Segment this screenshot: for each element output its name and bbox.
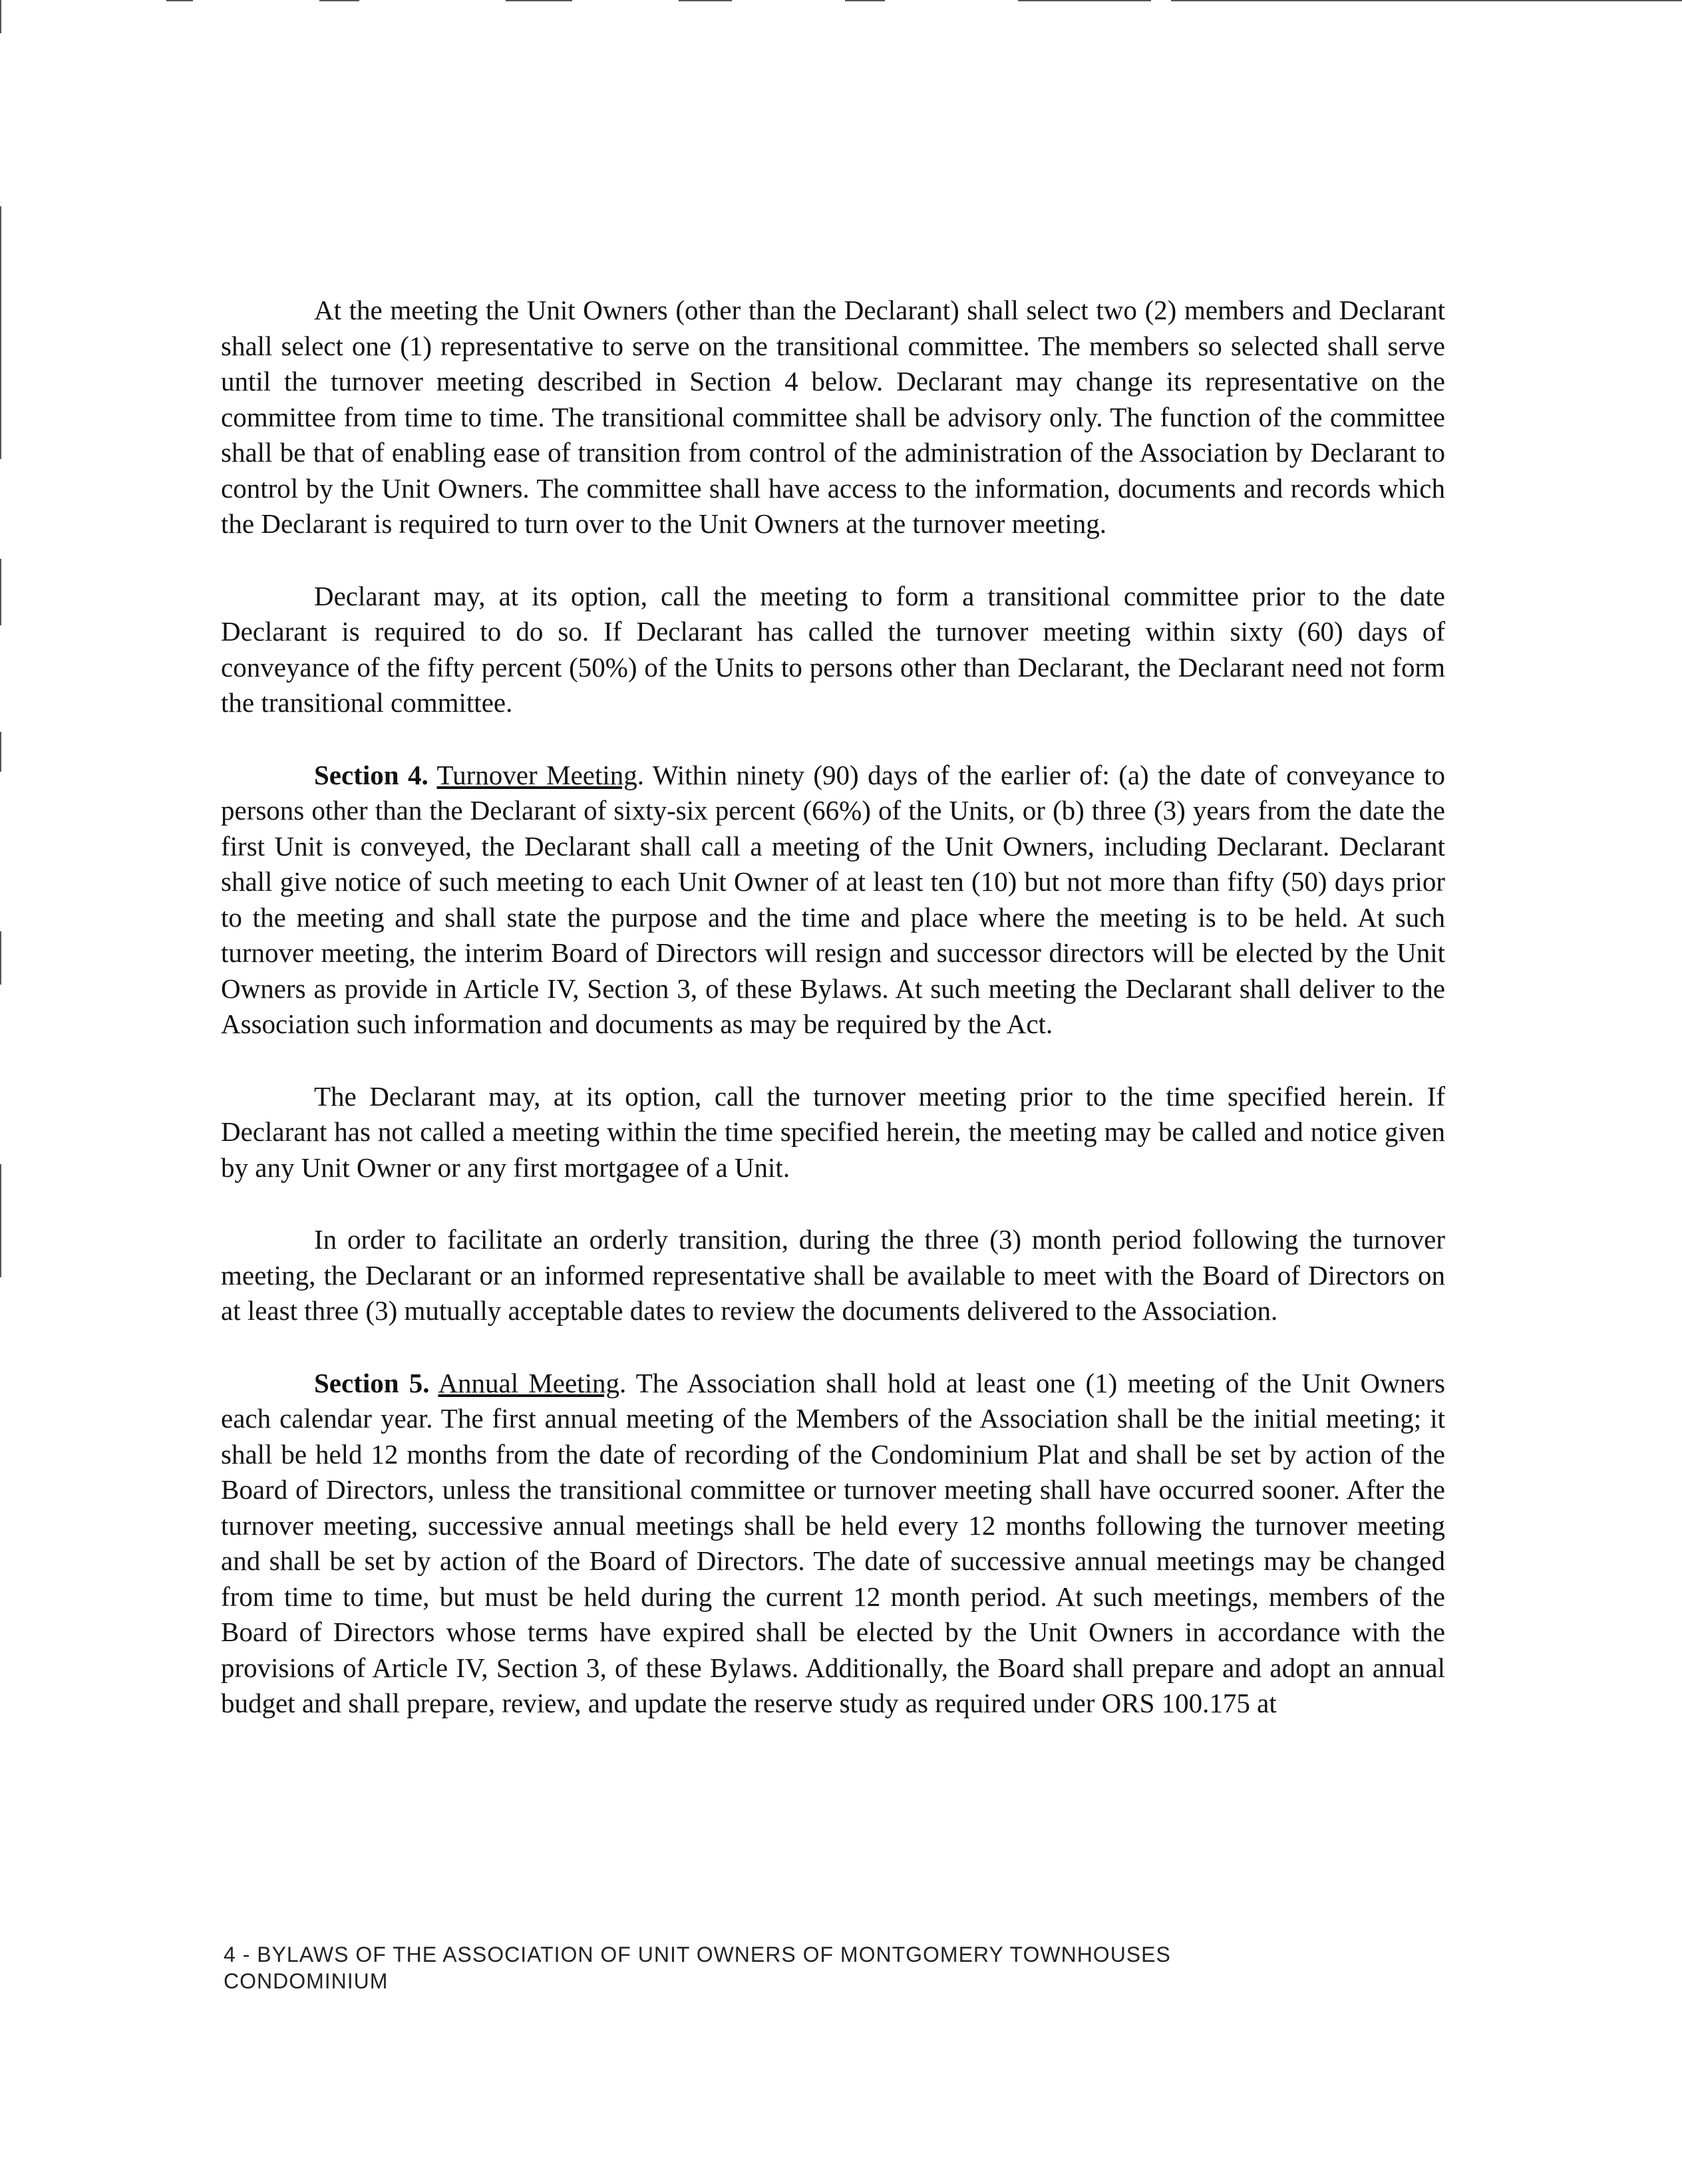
paragraph-text: . Within ninety (90) days of the earlier of: (a) the date of conveyance to persons other than the Declarant of sixty-six percent (66%) of the Units, or (b) three (3) years from the date the first Unit is conveyed, the Declarant shall call a meeting of the Unit Owners, including Declarant. Declarant shall give notice of such meeting to each Unit Owner of at least ten (10) but not more than fifty (50) days prior to the meeting and shall state the purpose and the time and place where the meeting is to be held. At such turnover meeting, the interim Board of Directors will resign and successor directors will be elected by the Unit Owners as provide in Article IV, Section 3, of these Bylaws. At such meeting the Declarant shall deliver to the Association such information and documents as may be required by the Act. <box>221 759 1446 1039</box>
scan-artifact <box>845 0 885 1</box>
paragraph-transitional-committee <box>221 293 1445 542</box>
scan-artifact <box>0 206 1 459</box>
section-4-turnover-meeting <box>221 758 1445 1042</box>
scan-artifact <box>319 0 359 1</box>
section-number: Section 4. <box>314 759 428 790</box>
paragraph-orderly-transition <box>221 1222 1445 1329</box>
paragraph-text: Declarant may, at its option, call the meeting to form a transitional committee prior to the date Declarant is required to do so. If Declarant has called the turnover meeting within sixty (60) days of conveyance of the fifty percent (50%) of the Units to persons other than Declarant, the Declarant need not form the transitional committee. <box>221 580 1445 718</box>
paragraph-text: . The Association shall hold at least one (1) meeting of the Unit Owners each calendar year. The first annual meeting of the Members of the Association shall be the initial meeting; it shall be held 12 months from the date of recording of the Condominium Plat and shall be set by action of the Board of Directors, unless the transitional committee or turnover meeting shall have occurred sooner. After the turnover meeting, successive annual meetings shall be held every 12 months following the turnover meeting and shall be set by action of the Board of Directors. The date of successive annual meetings may be changed from time to time, but must be held during the current 12 month period. At such meetings, members of the Board of Directors whose terms have expired shall be elected by the Unit Owners in accordance with the provisions of Article IV, Section 3, of these Bylaws. Additionally, the Board shall prepare and adopt an annual budget and shall prepare, review, and update the reserve study as required under ORS 100.175 at <box>221 1367 1445 1718</box>
scan-artifact <box>1171 0 1682 1</box>
scan-artifact <box>0 732 1 772</box>
scan-artifact <box>506 0 572 1</box>
footer-line: 4 - BYLAWS OF THE ASSOCIATION OF UNIT OWNERS OF MONTGOMERY TOWNHOUSES <box>224 1943 1171 1966</box>
scan-artifact <box>0 931 1 985</box>
scan-artifact <box>0 1164 1 1277</box>
paragraph-turnover-option <box>221 1079 1445 1186</box>
scan-artifact <box>679 0 732 1</box>
section-title: Turnover Meeting <box>436 759 637 790</box>
scan-artifact <box>1018 0 1151 1</box>
paragraph-text: The Declarant may, at its option, call the turnover meeting prior to the time specified herein. If Declarant has not called a meeting within the time specified herein, the meeting may be called and notice given by any Unit Owner or any first mortgagee of a Unit. <box>221 1080 1445 1183</box>
section-5-annual-meeting <box>221 1366 1445 1722</box>
section-title: Annual Meeting <box>438 1367 619 1398</box>
document-body <box>221 293 1445 1758</box>
page-footer <box>224 1941 1421 1994</box>
paragraph-declarant-option <box>221 579 1445 721</box>
paragraph-text: In order to facilitate an orderly transition, during the three (3) month period following the turnover meeting, the Declarant or an informed representative shall be available to meet with the Board of Directors on at least three (3) mutually acceptable dates to review the documents delivered to the Association. <box>221 1224 1445 1326</box>
section-number: Section 5. <box>314 1367 430 1398</box>
scan-artifact <box>0 559 1 625</box>
paragraph-text: At the meeting the Unit Owners (other than the Declarant) shall select two (2) members and Declarant shall select one (1) representative to serve on the transitional committee. The members so selected shall serve until the turnover meeting described in Section 4 below. Declarant may change its representative on the committee from time to time. The transitional committee shall be advisory only. The function of the committee shall be that of enabling ease of transition from control of the administration of the Association by Declarant to control by the Unit Owners. The committee shall have access to the information, documents and records which the Declarant is required to turn over to the Unit Owners at the turnover meeting. <box>221 295 1445 539</box>
scan-artifact <box>0 0 1 33</box>
scan-artifact <box>166 0 193 1</box>
footer-line: CONDOMINIUM <box>224 1969 389 1993</box>
